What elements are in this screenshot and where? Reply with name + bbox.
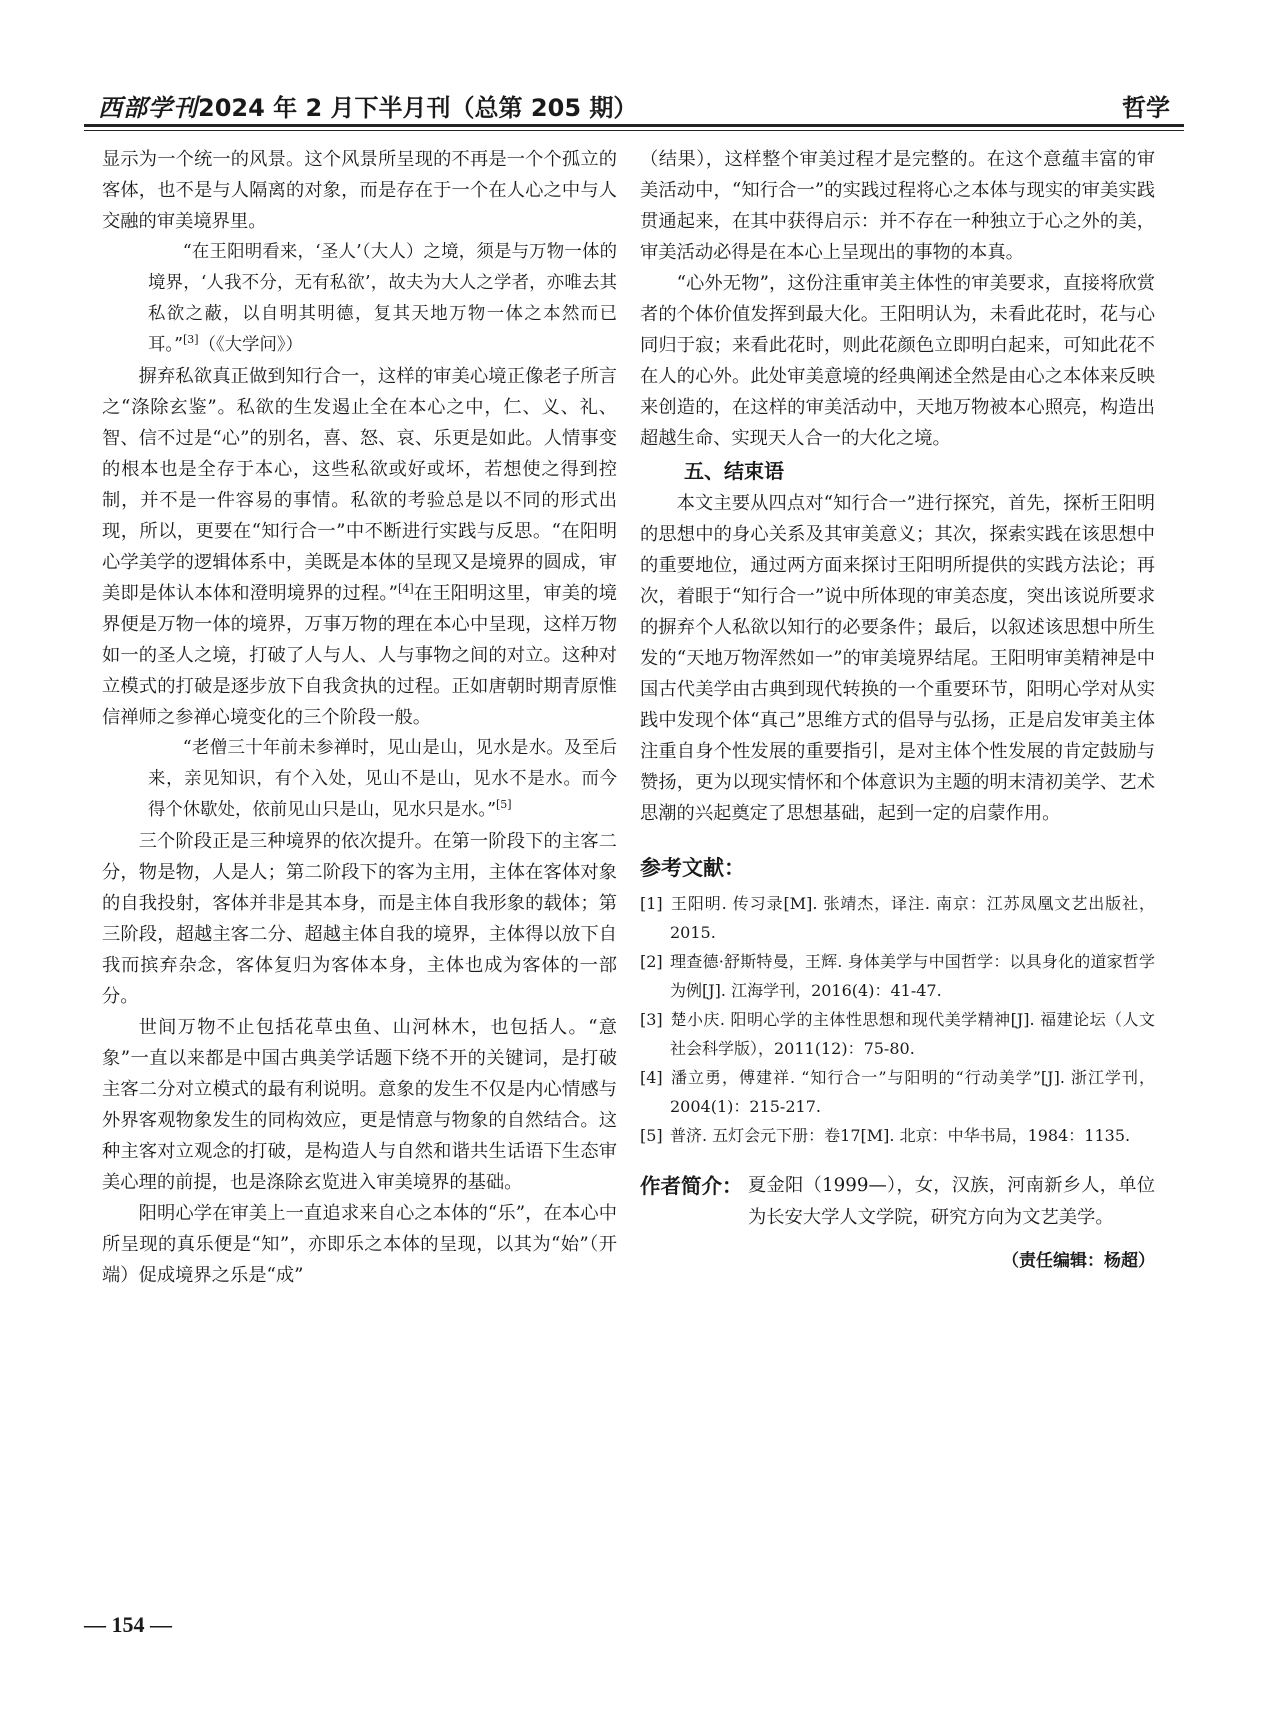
citation: [4] — [398, 581, 414, 595]
paragraph: 显示为一个统一的风景。这个风景所呈现的不再是一个个孤立的客体，也不是与人隔离的对象，而是存在于一个在人心之中与人交融的审美境界里。 — [102, 149, 617, 232]
paragraph: （结果），这样整个审美过程才是完整的。在这个意蕴丰富的审美活动中，“知行合一”的实践过程将心之本体与现实的审美实践贯通起来，在其中获得启示：并不存在一种独立于心之外的美，审美活动必得是在本心上呈现出的事物的本真。 — [640, 149, 1155, 263]
page-number: — 154 — — [84, 1612, 172, 1637]
citation: [3] — [182, 333, 199, 347]
reference-item: [1] 王阳明. 传习录[M]. 张靖杰，译注. 南京：江苏凤凰文艺出版社，2015. — [640, 894, 1155, 942]
paragraph: 阳明心学在审美上一直追求来自心之本体的“乐”，在本心中所呈现的真乐便是“知”，亦即乐之本体的呈现，以其为“始”（开端）促成境界之乐是“成” — [102, 1203, 617, 1286]
reference-item: [3] 楚小庆. 阳明心学的主体性思想和现代美学精神[J]. 福建论坛（人文社会科学版），2011(12)：75-80. — [640, 1010, 1155, 1058]
author-label: 作者简介： — [640, 1174, 743, 1198]
quote-source: （《大学问》） — [198, 335, 303, 355]
paragraph: 世间万物不止包括花草虫鱼、山河林木，也包括人。“意象”一直以来都是中国古典美学话题下绕不开的关键词，是打破主客二分对立模式的最有利说明。意象的发生不仅是内心情感与外界客观物象发生的同构效应，更是情意与物象的自然结合。这种主客对立观念的打破，是构造人与自然和谐共生话语下生态审美心理的前提，也是涤除玄览进入审美境界的基础。 — [102, 1017, 617, 1193]
author-text: 夏金阳（1999—），女，汉族，河南新乡人，单位为长安大学人文学院，研究方向为文艺美学。 — [748, 1175, 1155, 1228]
paragraph: 三个阶段正是三种境界的依次提升。在第一阶段下的主客二分，物是物，人是人；第二阶段下的客为主用，主体在客体对象的自我投射，客体并非是其本身，而是主体自我形象的载体；第三阶段，超越主客二分、超越主体自我的境界，主体得以放下自我而摈弃杂念，客体复归为客体本身，主体也成为客体的一部分。 — [102, 831, 617, 1007]
reference-item: [2] 理查德·舒斯特曼，王辉. 身体美学与中国哲学：以具身化的道家哲学为例[J]. 江海学刊，2016(4)：41-47. — [640, 952, 1155, 1000]
references-title: 参考文献： — [640, 856, 745, 880]
paragraph: 摒弃私欲真正做到知行合一，这样的审美心境正像老子所言之“涤除玄鉴”。私欲的生发遏止全在本心之中，仁、义、礼、智、信不过是“心”的别名，喜、怒、哀、乐更是如此。人情事变的根本也是全存于本心，这些私欲或好或坏，若想使之得到控制，并不是一件容易的事情。私欲的考验总是以不同的形式出现，所以，更要在“知行合一”中不断进行实践与反思。“在阳明心学美学的逻辑体系中，美既是本体的呈现又是境界的圆成，审美即是体认本体和澄明境界的过程。”[4]在王阳明这里，审美的境界便是万物一体的境界，万事万物的理在本心中呈现，这样万物如一的圣人之境，打破了人与人、人与事物之间的对立。这种对立模式的打破是逐步放下自我贪执的过程。正如唐朝时期青原惟信禅师之参禅心境变化的三个阶段一般。 — [102, 366, 618, 728]
block-quote: “老僧三十年前未参禅时，见山是山，见水是水。及至后来，亲见知识，有个入处，见山不是山，见水不是水。而今得个休歇处，依前见山只是山，见水只是水。”[5] — [148, 738, 617, 820]
reference-item: [5] 普济. 五灯会元下册：卷17[M]. 北京：中华书局，1984：1135. — [640, 1126, 1131, 1145]
citation: [5] — [496, 798, 512, 812]
reference-list — [640, 889, 1155, 1150]
block-quote: “在王阳明看来，‘圣人’（大人）之境，须是与万物一体的境界，‘人我不分，无有私欲’，故夫为大人之学者，亦唯去其私欲之蔽，以自明其明德，复其天地万物一体之本然而已耳。”[3]（《大学问》） — [148, 242, 617, 355]
journal-title — [98, 88, 637, 123]
page-header — [84, 88, 1184, 128]
reference-item: [4] 潘立勇，傅建祥. “知行合一”与阳明的“行动美学”[J]. 浙江学刊，2004(1)：215-217. — [640, 1068, 1155, 1116]
section-heading: 五、结束语 — [684, 459, 784, 483]
paragraph: “心外无物”，这份注重审美主体性的审美要求，直接将欣赏者的个体价值发挥到最大化。王阳明认为，未看此花时，花与心同归于寂；来看此花时，则此花颜色立即明白起来，可知此花不在人的心外。此处审美意境的经典阐述全然是由心之本体来反映来创造的，在这样的审美活动中，天地万物被本心照亮，构造出超越生命、实现天人合一的大化之境。 — [640, 273, 1155, 449]
left-column — [102, 144, 617, 1291]
header-rule-thin — [84, 130, 1184, 131]
issue-info: 2024 年 2 月下半月刊（总第 205 期） — [198, 94, 638, 122]
section-label: 哲学 — [1122, 94, 1170, 122]
journal-logo: 西部学刊 — [98, 93, 198, 122]
right-column — [640, 144, 1155, 1277]
paragraph: 本文主要从四点对“知行合一”进行探究，首先，探析王阳明的思想中的身心关系及其审美意义；其次，探索实践在该思想中的重要地位，通过两方面来探讨王阳明所提供的实践方法论；再次，着眼于“知行合一”说中所体现的审美态度，突出该说所要求的摒弃个人私欲以知行的必要条件；最后，以叙述该思想中所生发的“天地万物浑然如一”的审美境界结尾。王阳明审美精神是中国古代美学由古典到现代转换的一个重要环节，阳明心学对从实践中发现个体“真己”思维方式的倡导与弘扬，正是启发审美主体注重自身个性发展的重要指引，是对主体个性发展的肯定鼓励与赞扬，更为以现实情怀和个体意识为主题的明末清初美学、艺术思潮的兴起奠定了思想基础，起到一定的启蒙作用。 — [640, 493, 1155, 824]
author-bio — [640, 1170, 1155, 1234]
editor-note: （责任编辑：杨超） — [1002, 1251, 1155, 1271]
header-rule — [84, 124, 1184, 127]
